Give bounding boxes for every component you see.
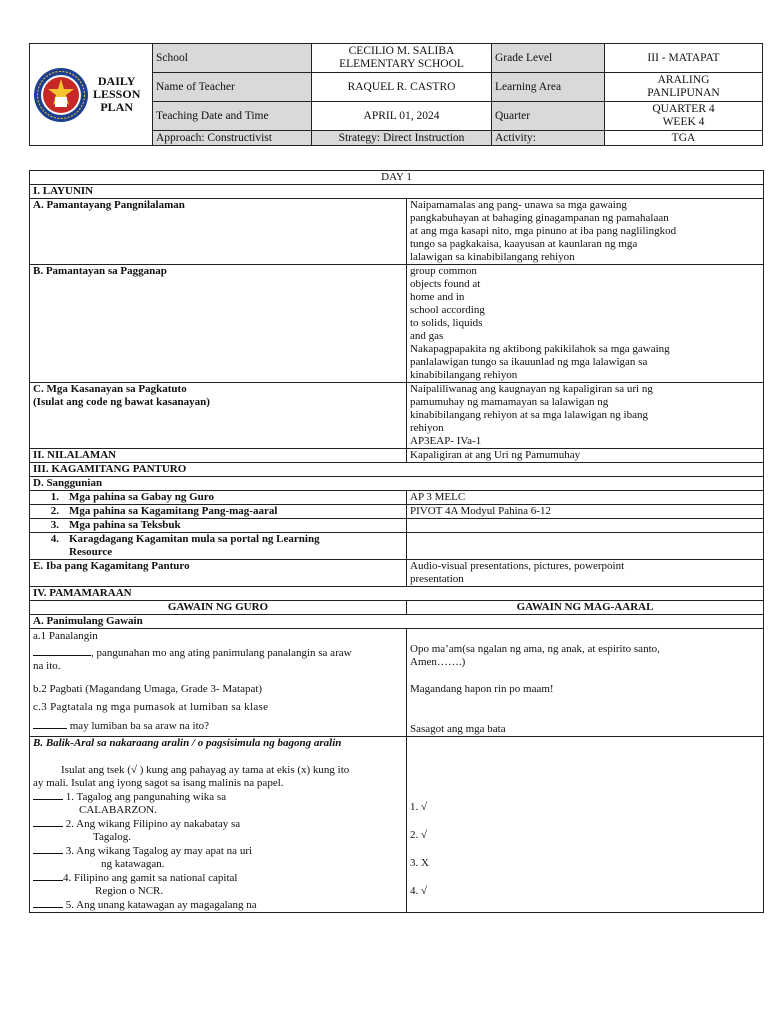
row-label <box>30 491 407 505</box>
response-attendance: Sasagot ang mga bata <box>410 723 506 735</box>
row-value <box>407 519 764 533</box>
text-line: school according <box>410 304 485 316</box>
logo-cell <box>30 44 153 146</box>
panalangin-label: a.1 Panalangin <box>33 630 98 642</box>
ref-label-cont: Resource <box>69 546 113 558</box>
row-value: AP 3 MELC <box>407 491 764 505</box>
dlp-line: LESSON <box>93 87 141 101</box>
dlp-title <box>93 75 140 114</box>
row-value <box>407 265 764 383</box>
mag-aaral-cell <box>407 629 764 737</box>
quiz-item: 1. Tagalog ang pangunahing wika sa <box>65 791 227 803</box>
instruction: Isulat ang tsek (√ ) kung ang pahayag ay tama at ekis (x) kung ito <box>61 764 350 776</box>
deped-seal-icon <box>33 67 89 123</box>
blank-line <box>33 719 67 729</box>
text-line: at ang mga kasapi nito, mga pinuno at iba pang naglilingkod <box>410 225 677 237</box>
row-pamantayang-pangnilalaman <box>30 199 764 265</box>
text-line: panlalawigan tungo sa ikauunlad ng mga lalawigan sa <box>410 356 648 368</box>
section-pamamaraan: IV. PAMAMARAAN <box>30 587 764 601</box>
lesson-table <box>29 170 764 913</box>
blank-line <box>33 898 63 908</box>
area-value <box>605 73 763 102</box>
balik-aral-title: B. Balik-Aral sa nakaraang aralin / o pagsisimula ng bagong aralin <box>33 737 342 749</box>
text-line: and gas <box>410 330 444 342</box>
strategy: Strategy: Direct Instruction <box>312 131 492 146</box>
label-line: (Isulat ang code ng bawat kasanayan) <box>33 396 210 408</box>
row-value <box>407 199 764 265</box>
text-line: Nakapagpapakita ng aktibong pakikilahok sa mga gawaing <box>410 343 670 355</box>
quiz-item: 2. Ang wikang Filipino ay nakabatay sa <box>65 818 241 830</box>
section-layunin: I. LAYUNIN <box>30 185 764 199</box>
ref-num: 2. <box>50 505 59 517</box>
row-label <box>30 519 407 533</box>
row-label <box>30 505 407 519</box>
blank-line <box>33 646 91 656</box>
school-line: CECILIO M. SALIBA <box>348 45 455 57</box>
panalangin-text-cont: na ito. <box>33 660 61 672</box>
sanggunian-label: D. Sanggunian <box>30 477 764 491</box>
school-value <box>312 44 492 73</box>
answer: 1. √ <box>410 801 428 813</box>
answer: 3. X <box>410 857 429 869</box>
row-kasanayan <box>30 383 764 449</box>
panimulang-gawain: A. Panimulang Gawain <box>30 615 764 629</box>
quiz-item-cont: ng katawagan. <box>101 858 165 870</box>
text-line: Naipaliliwanag ang kaugnayan ng kapaligiran sa uri ng <box>410 383 653 395</box>
grade-label: Grade Level <box>492 44 605 73</box>
quarter-line: QUARTER 4 <box>652 103 715 115</box>
quiz-item: 3. Ang wikang Tagalog ay may apat na uri <box>65 845 253 857</box>
response-greeting: Magandang hapon rin po maam! <box>410 683 554 695</box>
ref-num: 1. <box>50 491 59 503</box>
row-label <box>30 533 407 560</box>
dlp-line: PLAN <box>100 100 134 114</box>
activity-value: TGA <box>605 131 763 146</box>
mag-aaral-cell <box>407 737 764 913</box>
blank-line <box>33 817 63 827</box>
ref-num: 4. <box>50 533 59 545</box>
row-value <box>407 383 764 449</box>
text-line: AP3EAP- IVa-1 <box>410 435 482 447</box>
quiz-item-cont: Region o NCR. <box>95 885 164 897</box>
quarter-value <box>605 102 763 131</box>
grade-value: III - MATAPAT <box>605 44 763 73</box>
area-line: PANLIPUNAN <box>647 87 720 99</box>
row-pamantayan-pagganap <box>30 265 764 383</box>
instruction-cont: ay mali. Isulat ang iyong sagot sa isang malinis na papel. <box>33 777 284 789</box>
text-line: Audio-visual presentations, pictures, powerpoint <box>410 560 625 572</box>
blank-line <box>33 844 63 854</box>
text-line: kinabibilangang rehiyon at sa mga lalawigan ng ibang <box>410 409 648 421</box>
section-kagamitan: III. KAGAMITANG PANTURO <box>30 463 764 477</box>
row-ref-4 <box>30 533 764 560</box>
text-line: lalawigan sa kinabibilangang rehiyon <box>410 251 575 263</box>
row-label: E. Iba pang Kagamitang Panturo <box>30 560 407 587</box>
quarter-label: Quarter <box>492 102 605 131</box>
quiz-item-cont: Tagalog. <box>93 831 132 843</box>
text-line: presentation <box>410 573 464 585</box>
school-label: School <box>153 44 312 73</box>
school-line: ELEMENTARY SCHOOL <box>339 58 464 70</box>
text-line: group common <box>410 265 477 277</box>
ref-label: Mga pahina sa Teksbuk <box>69 519 181 531</box>
area-label: Learning Area <box>492 73 605 102</box>
row-label: B. Pamantayan sa Pagganap <box>30 265 407 383</box>
lumiban-question: may lumiban ba sa araw na ito? <box>69 720 210 732</box>
row-ref-2 <box>30 505 764 519</box>
teacher-label: Name of Teacher <box>153 73 312 102</box>
response-prayer-cont: Amen…….) <box>410 656 466 668</box>
ref-label: Mga pahina sa Gabay ng Guro <box>69 491 214 503</box>
approach: Approach: Constructivist <box>153 131 312 146</box>
answer: 2. √ <box>410 829 428 841</box>
area-line: ARALING <box>657 74 710 86</box>
blank-line <box>33 790 63 800</box>
panalangin-text: , pangunahan mo ang ating panimulang panalangin sa araw <box>91 647 352 659</box>
teacher-value: RAQUEL R. CASTRO <box>312 73 492 102</box>
row-nilalaman <box>30 449 764 463</box>
quiz-item-cont: CALABARZON. <box>79 804 157 816</box>
col-header-guro: GAWAIN NG GURO <box>30 601 407 615</box>
pagtatala: c.3 Pagtatala ng mga pumasok at lumiban sa klase <box>33 701 269 713</box>
guro-cell <box>30 737 407 913</box>
text-line: home and in <box>410 291 465 303</box>
text-line: Naipamamalas ang pang- unawa sa mga gawaing <box>410 199 627 211</box>
row-value <box>407 560 764 587</box>
blank-line <box>33 871 63 881</box>
row-value: Kapaligiran at ang Uri ng Pamumuhay <box>407 449 764 463</box>
row-ref-3 <box>30 519 764 533</box>
text-line: kinabibilangang rehiyon <box>410 369 518 381</box>
date-label: Teaching Date and Time <box>153 102 312 131</box>
text-line: to solids, liquids <box>410 317 483 329</box>
header-table <box>29 43 763 146</box>
row-balik-aral <box>30 737 764 913</box>
text-line: pamumuhay ng mamamayan sa lalawigan ng <box>410 396 609 408</box>
row-label <box>30 383 407 449</box>
label-line: C. Mga Kasanayan sa Pagkatuto <box>33 383 187 395</box>
dlp-line: DAILY <box>97 74 136 88</box>
text-line: objects found at <box>410 278 481 290</box>
row-label: II. NILALAMAN <box>30 449 407 463</box>
row-value <box>407 533 764 560</box>
text-line: tungo sa pagkakaisa, kaayusan at kaunlaran ng mga <box>410 238 638 250</box>
day-title: DAY 1 <box>30 171 764 185</box>
ref-label: Karagdagang Kagamitan mula sa portal ng Learning <box>69 533 320 545</box>
quiz-item: 4. Filipino ang gamit sa national capital <box>63 872 238 884</box>
answer: 4. √ <box>410 885 428 897</box>
quiz-item: 5. Ang unang katawagan ay magagalang na <box>65 899 257 911</box>
col-header-mag-aaral: GAWAIN NG MAG-AARAL <box>407 601 764 615</box>
row-label: A. Pamantayang Pangnilalaman <box>30 199 407 265</box>
ref-label: Mga pahina sa Kagamitang Pang-mag-aaral <box>69 505 278 517</box>
row-iba-pang-kagamitan <box>30 560 764 587</box>
guro-cell <box>30 629 407 737</box>
row-ref-1 <box>30 491 764 505</box>
quarter-line: WEEK 4 <box>662 116 705 128</box>
activity-label: Activity: <box>492 131 605 146</box>
text-line: rehiyon <box>410 422 444 434</box>
response-prayer: Opo ma’am(sa ngalan ng ama, ng anak, at espirito santo, <box>410 643 660 655</box>
pagbati: b.2 Pagbati (Magandang Umaga, Grade 3- Matapat) <box>33 683 263 695</box>
text-line: pangkabuhayan at bahaging ginagampanan ng pamahalaan <box>410 212 669 224</box>
ref-num: 3. <box>50 519 59 531</box>
row-panimulang-gawain <box>30 629 764 737</box>
date-value: APRIL 01, 2024 <box>312 102 492 131</box>
row-value: PIVOT 4A Modyul Pahina 6-12 <box>407 505 764 519</box>
